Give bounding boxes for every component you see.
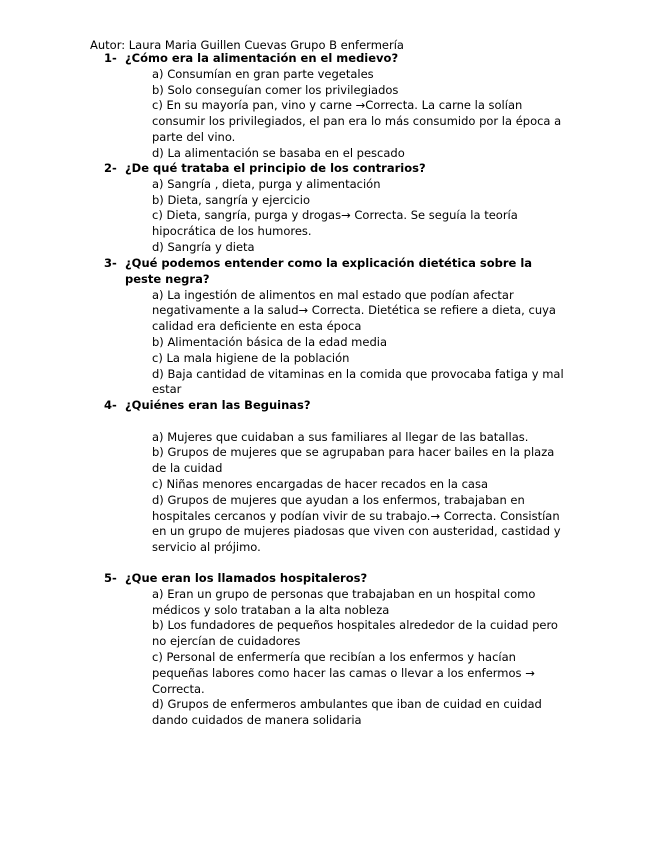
question-3 — [104, 256, 565, 398]
answer-option: a) Mujeres que cuidaban a sus familiares al llegar de las batallas. — [152, 429, 529, 444]
question-5 — [104, 571, 565, 729]
question-text: ¿Qué podemos entender como la explicación dietética sobre la peste negra? — [125, 256, 533, 286]
answer-option: d) Grupos de enfermeros ambulantes que iban de cuidad en cuidad dando cuidados de manera solidaria — [152, 697, 542, 728]
answer-options — [152, 67, 564, 162]
answer-option: b) Dieta, sangría y ejercicio — [152, 192, 311, 207]
answer-option-correct: c) Dieta, sangría, purga y drogas→ Correcta. Se seguía la teoría hipocrática de los humores. — [152, 208, 518, 239]
question-number: 5- — [104, 571, 117, 585]
question-heading — [104, 571, 565, 587]
answer-option-correct: c) En su mayoría pan, vino y carne →Correcta. La carne la solían consumir los privilegiados, el pan era lo más consumido por la época a parte del vino. — [152, 98, 562, 144]
answer-option: b) Grupos de mujeres que se agrupaban para hacer bailes en la plaza de la cuidad — [152, 445, 555, 476]
question-number: 1- — [104, 51, 117, 65]
answer-option: c) La mala higiene de la población — [152, 350, 350, 365]
answer-option: b) Solo conseguían comer los privilegiados — [152, 82, 399, 97]
question-2 — [104, 161, 565, 256]
answer-options — [152, 430, 564, 556]
answer-options — [152, 177, 564, 256]
question-text: ¿Que eran los llamados hospitaleros? — [125, 571, 368, 585]
answer-option: b) Alimentación básica de la edad media — [152, 334, 388, 349]
answer-option-correct: d) Grupos de mujeres que ayudan a los enfermos, trabajaban en hospitales cercanos y podían vivir de su trabajo.→ Correcta. Consistían en un grupo de mujeres piadosas que viven con austeridad, castidad y servicio al prójimo. — [152, 492, 561, 555]
author-line: Autor: Laura Maria Guillen Cuevas Grupo B enfermería — [90, 38, 404, 52]
question-text: ¿De qué trataba el principio de los contrarios? — [125, 161, 426, 175]
answer-option: b) Los fundadores de pequeños hospitales alrededor de la cuidad pero no ejercían de cuidadores — [152, 618, 558, 649]
answer-option: d) Sangría y dieta — [152, 239, 255, 254]
question-text: ¿Quiénes eran las Beguinas? — [125, 398, 311, 412]
question-text: ¿Cómo era la alimentación en el medievo? — [125, 51, 399, 65]
question-number: 4- — [104, 398, 117, 412]
question-heading — [104, 256, 565, 288]
answer-options — [152, 288, 564, 399]
question-4 — [104, 398, 565, 556]
answer-option: a) Consumían en gran parte vegetales — [152, 66, 374, 81]
answer-option-correct: a) La ingestión de alimentos en mal estado que podían afectar negativamente a la salud→ Correcta. Dietética se refiere a dieta, cuya calidad era deficiente en esta época — [152, 287, 556, 334]
answer-option: d) La alimentación se basaba en el pescado — [152, 145, 405, 160]
question-1 — [104, 51, 565, 162]
blank-line — [104, 414, 565, 430]
answer-option-correct: c) Personal de enfermería que recibían a los enfermos y hacían pequeñas labores como hacer las camas o llevar a los enfermos → Correcta. — [152, 649, 535, 696]
answer-option: c) Niñas menores encargadas de hacer recados en la casa — [152, 476, 489, 491]
answer-option: a) Eran un grupo de personas que trabajaban en un hospital como médicos y solo trataban a la alta nobleza — [152, 586, 536, 617]
question-heading — [104, 161, 565, 177]
answer-option: a) Sangría , dieta, purga y alimentación — [152, 176, 381, 191]
answer-options — [152, 587, 564, 729]
question-heading — [104, 51, 565, 67]
answer-option: d) Baja cantidad de vitaminas en la comida que provocaba fatiga y mal estar — [152, 366, 564, 397]
question-number: 3- — [104, 256, 117, 270]
question-number: 2- — [104, 161, 117, 175]
question-heading — [104, 398, 565, 414]
